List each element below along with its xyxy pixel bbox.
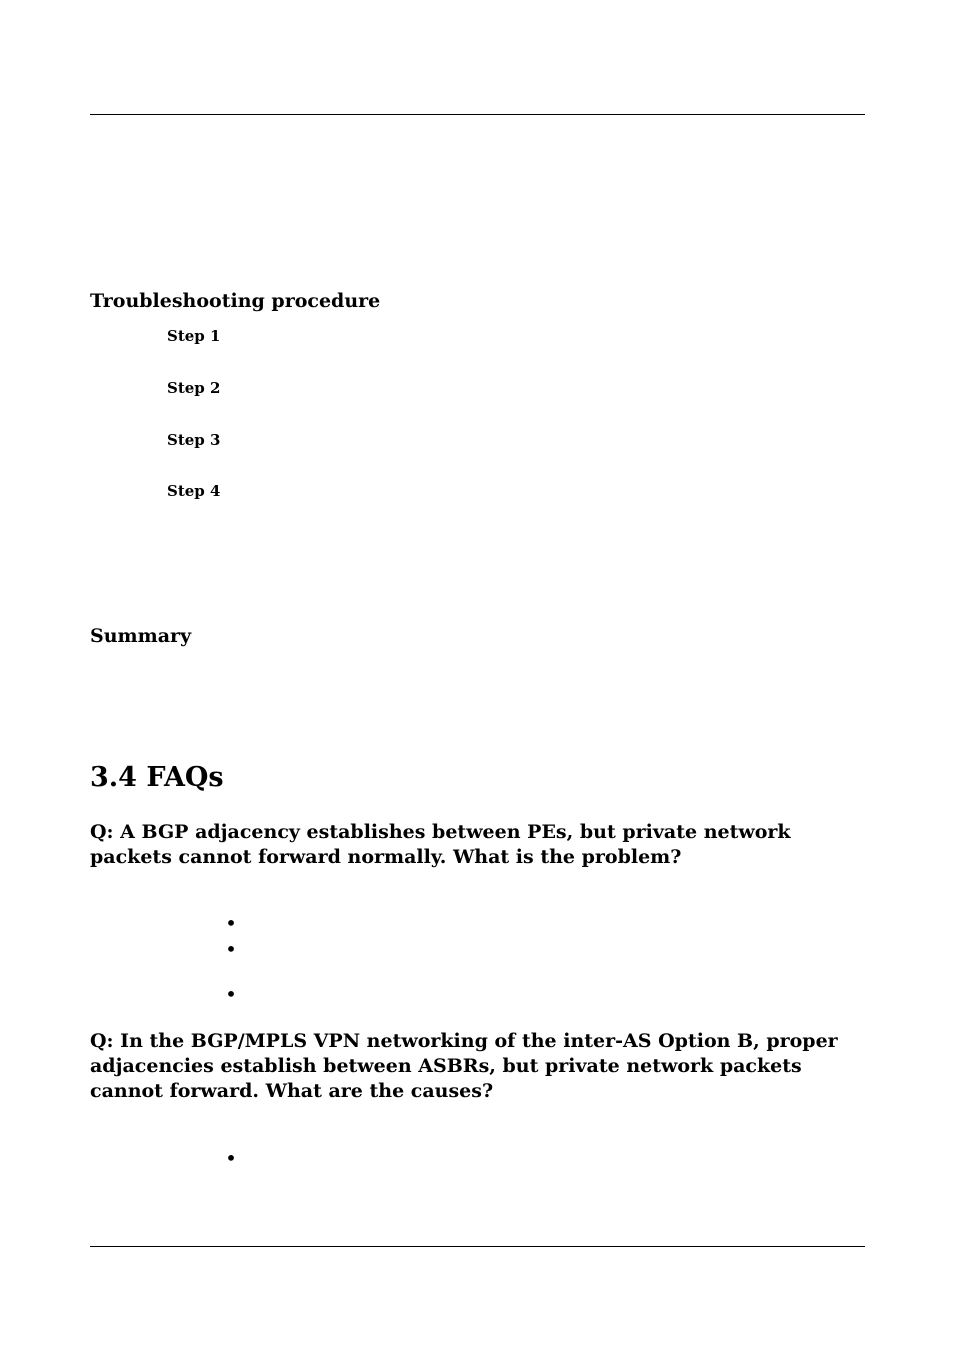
bullet-point: • <box>225 982 237 1006</box>
faq-question-2: Q: In the BGP/MPLS VPN networking of the inter-AS Option B, proper adjacencies establish between ASBRs, but private network packets cannot forward. What are the causes? <box>90 1030 838 1102</box>
step-4-label: Step 4 <box>167 482 221 500</box>
step-1-label: Step 1 <box>167 327 221 345</box>
troubleshooting-heading: Troubleshooting procedure <box>90 290 381 312</box>
footer-rule <box>90 1246 865 1247</box>
section-title: 3.4 FAQs <box>90 762 224 793</box>
step-3-label: Step 3 <box>167 431 221 449</box>
header-rule <box>90 114 865 115</box>
bullet-point: • <box>225 937 237 961</box>
step-2-label: Step 2 <box>167 379 221 397</box>
faq-question-1: Q: A BGP adjacency establishes between PEs, but private network packets cannot forward normally. What is the problem? <box>90 821 791 868</box>
bullet-point: • <box>225 911 237 935</box>
summary-heading: Summary <box>90 625 192 647</box>
bullet-point: • <box>225 1146 237 1170</box>
